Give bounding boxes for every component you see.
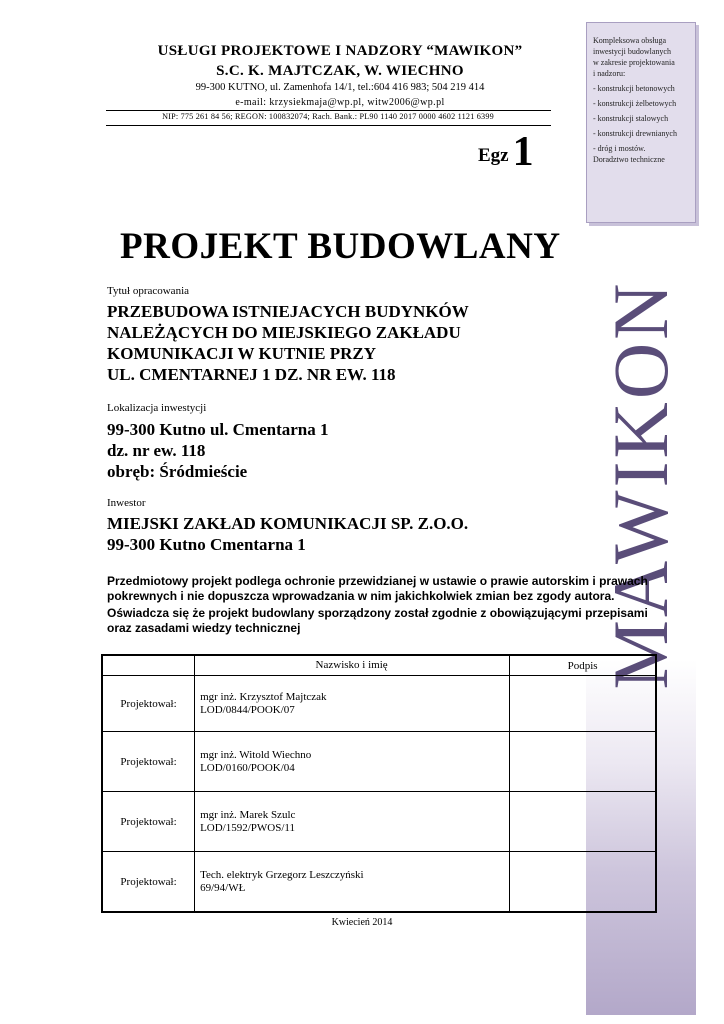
services-box — [586, 22, 696, 223]
role-cell: Projektował: — [102, 792, 195, 852]
subject-line: PRZEBUDOWA ISTNIEJACYCH BUDYNKÓW — [107, 302, 469, 321]
table-row — [102, 852, 656, 913]
services-intro-line: Kompleksowa obsługa — [593, 36, 667, 45]
services-item: - konstrukcji żelbetowych — [593, 99, 677, 108]
declaration-line: Oświadcza się że projekt budowlany sporządzony został zgodnie z obowiązującymi przepisami — [107, 606, 648, 620]
header-divider — [106, 125, 551, 126]
designer-name: Tech. elektryk Grzegorz Leszczyński — [200, 868, 364, 881]
investor-line: MIEJSKI ZAKŁAD KOMUNIKACJI SP. Z.O.O. — [107, 514, 469, 533]
declaration-line: oraz zasadami wiedzy technicznej — [107, 621, 301, 635]
copyright-line: pokrewnych i nie dopuszcza wprowadzania w nim jakichkolwiek zmian bez zgody autora. — [107, 589, 615, 603]
services-intro-line: w zakresie projektowania — [593, 58, 675, 67]
services-item: - konstrukcji stalowych — [593, 114, 669, 123]
subject-title — [107, 301, 469, 385]
services-intro-line: i nadzoru: — [593, 69, 626, 78]
page-title: PROJEKT BUDOWLANY — [120, 226, 561, 267]
copy-number — [478, 128, 534, 176]
services-item: - konstrukcji drewnianych — [593, 129, 677, 138]
company-email: e-mail: krzysiekmaja@wp.pl, witw2006@wp.pl — [235, 97, 445, 108]
location-line: dz. nr ew. 118 — [107, 441, 206, 460]
role-cell: Projektował: — [102, 732, 195, 792]
name-cell — [195, 852, 510, 913]
designer-name: mgr inż. Witold Wiechno — [200, 748, 312, 761]
table-header-name: Nazwisko i imię — [195, 655, 510, 676]
copyright-line: Przedmiotowy projekt podlega ochronie przewidzianej w ustawie o prawie autorskim i prawach — [107, 574, 648, 588]
services-item: - dróg i mostów. — [593, 144, 646, 153]
location-label: Lokalizacja inwestycji — [107, 402, 207, 414]
investor-line: 99-300 Kutno Cmentarna 1 — [107, 535, 306, 554]
brand-vertical-logo: MAWIKON — [597, 280, 684, 690]
role-cell: Projektował: — [102, 676, 195, 732]
designer-name: mgr inż. Marek Szulc — [200, 808, 296, 821]
signature-cell — [510, 852, 656, 913]
location-line: obręb: Śródmieście — [107, 462, 248, 481]
company-owners: S.C. K. MAJTCZAK, W. WIECHNO — [216, 63, 464, 79]
signature-cell — [510, 792, 656, 852]
company-address: 99-300 KUTNO, ul. Zamenhofa 14/1, tel.:604 416 983; 504 219 414 — [195, 82, 485, 93]
subject-label: Tytuł opracowania — [107, 285, 190, 297]
name-cell — [195, 732, 510, 792]
table-row — [102, 792, 656, 852]
subject-line: NALEŻĄCYCH DO MIEJSKIEGO ZAKŁADU — [107, 323, 461, 342]
location-line: 99-300 Kutno ul. Cmentarna 1 — [107, 420, 329, 439]
designer-license: LOD/0160/POOK/04 — [200, 761, 295, 774]
signature-cell — [510, 732, 656, 792]
investor-label: Inwestor — [107, 497, 146, 509]
document-date: Kwiecień 2014 — [331, 917, 393, 928]
copy-label: Egz — [478, 145, 509, 166]
company-registry: NIP: 775 261 84 56; REGON: 100832074; Rach. Bank.: PL90 1140 2017 0000 4602 1121 6399 — [162, 112, 494, 121]
location-block — [107, 419, 328, 482]
table-row — [102, 732, 656, 792]
name-cell — [195, 792, 510, 852]
table-row — [102, 676, 656, 732]
designer-license: 69/94/WŁ — [200, 881, 246, 894]
signature-cell — [510, 676, 656, 732]
table-header-cell — [102, 655, 195, 676]
services-intro-line: inwestycji budowlanych — [593, 47, 671, 56]
services-footer: Doradztwo techniczne — [593, 155, 665, 164]
table-header-signature: Podpis — [510, 655, 656, 676]
subject-line: UL. CMENTARNEJ 1 DZ. NR EW. 118 — [107, 365, 396, 384]
designer-name: mgr inż. Krzysztof Majtczak — [200, 690, 327, 703]
role-cell: Projektował: — [102, 852, 195, 913]
designer-license: LOD/1592/PWOS/11 — [200, 821, 296, 834]
table-header-row — [102, 655, 656, 676]
copy-number-value: 1 — [512, 129, 534, 175]
investor-block — [107, 513, 468, 555]
services-item: - konstrukcji betonowych — [593, 84, 675, 93]
legal-notice — [107, 574, 667, 636]
name-cell — [195, 676, 510, 732]
header-divider — [106, 110, 551, 111]
designer-license: LOD/0844/POOK/07 — [200, 703, 295, 716]
subject-line: KOMUNIKACJI W KUTNIE PRZY — [107, 344, 377, 363]
company-name: USŁUGI PROJEKTOWE I NADZORY “MAWIKON” — [157, 43, 523, 59]
designers-table — [101, 654, 657, 913]
